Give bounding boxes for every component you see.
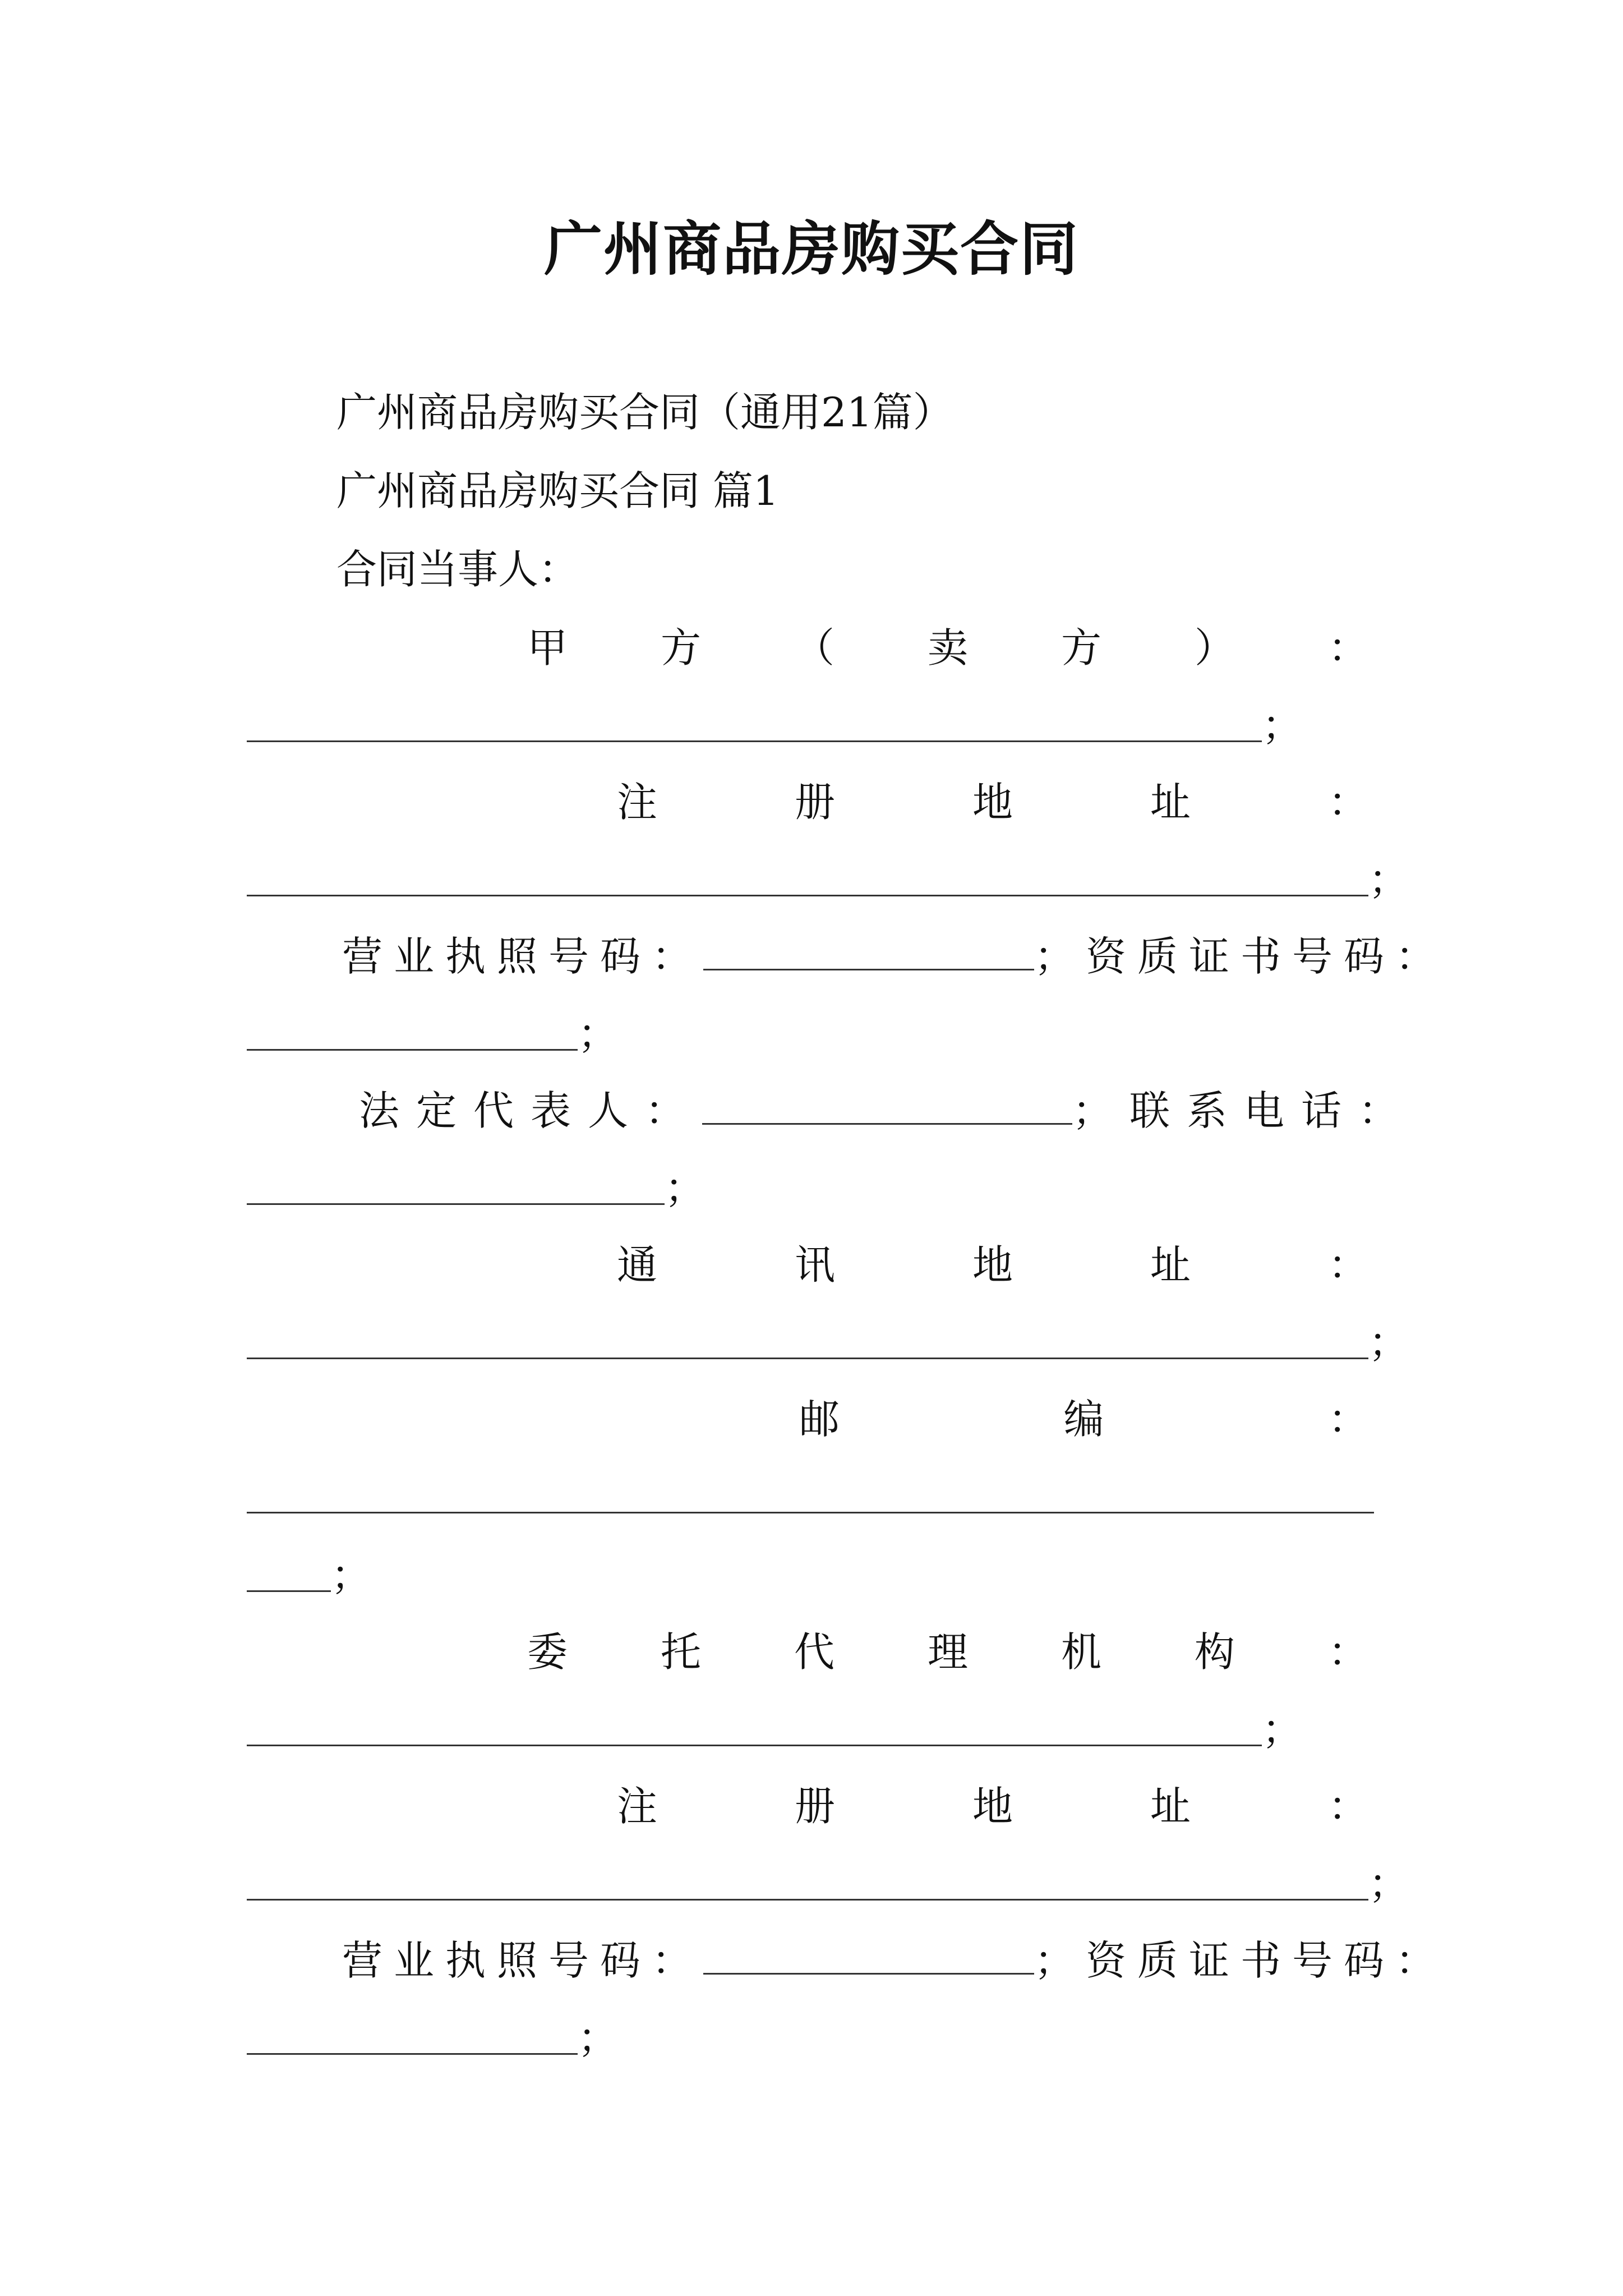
label-char: 甲 (527, 624, 568, 671)
document-title: 广州商品房购买合同 (543, 215, 1079, 283)
label-char: 注 (617, 1783, 658, 1830)
document-subtitle: 广州商品房购买合同（通用21篇） (336, 389, 953, 436)
registered-address-label (617, 777, 1368, 827)
license-label: 营业执照号码： (342, 933, 704, 980)
label-char: 理 (927, 1628, 968, 1676)
label-char: 方 (660, 624, 701, 671)
label-char: 址 (1150, 1241, 1191, 1289)
legal-rep-label: 法定代表人： (359, 1087, 703, 1134)
semicolon: ； (1262, 702, 1303, 749)
semicolon: ； (1262, 1706, 1303, 1753)
postcode-blank-line1[interactable] (247, 1512, 1374, 1513)
agency-registered-address-label (617, 1781, 1368, 1832)
label-char: 通 (617, 1241, 658, 1289)
cert-label: ；资质证书号码： (1034, 933, 1447, 980)
legal-rep-row (359, 1085, 1415, 1136)
label-char: ： (1327, 1628, 1368, 1676)
label-char: 址 (1150, 1783, 1191, 1830)
label-char: （ (794, 624, 834, 671)
seller-label (527, 623, 1368, 673)
semicolon: ； (1368, 856, 1409, 903)
cert-blank[interactable] (247, 2053, 578, 2055)
license-blank[interactable] (703, 933, 1034, 970)
semicolon: ； (665, 1165, 706, 1212)
label-char: 编 (1063, 1396, 1104, 1443)
label-char: 讯 (794, 1241, 835, 1289)
label-char: 构 (1194, 1628, 1235, 1676)
label-char: 注 (617, 779, 658, 826)
label-char: ： (1327, 779, 1368, 826)
label-char: 委 (527, 1628, 568, 1676)
label-char: 册 (794, 779, 835, 826)
label-char: ） (1194, 624, 1235, 671)
semicolon: ； (578, 2014, 619, 2062)
legal-rep-blank[interactable] (702, 1087, 1072, 1125)
label-char: 托 (660, 1628, 701, 1676)
label-char: 址 (1150, 779, 1191, 826)
license-label: 营业执照号码： (342, 1937, 704, 1984)
phone-label: ；联系电话： (1072, 1087, 1416, 1134)
cert-blank[interactable] (247, 1049, 578, 1051)
label-char: ： (1327, 1241, 1368, 1289)
label-char: 邮 (799, 1396, 840, 1443)
label-char: 地 (972, 779, 1013, 826)
label-char: ： (1327, 1396, 1368, 1443)
semicolon: ； (331, 1552, 372, 1599)
label-char: 册 (794, 1783, 835, 1830)
agency-label (527, 1627, 1368, 1677)
license-blank[interactable] (703, 1937, 1034, 1975)
license-row (342, 931, 1447, 982)
label-char: 地 (972, 1783, 1013, 1830)
agency-registered-address-blank[interactable] (247, 1899, 1368, 1901)
agency-blank[interactable] (247, 1745, 1262, 1746)
postcode-label (799, 1394, 1368, 1444)
parties-label: 合同当事人： (336, 546, 579, 593)
cert-label: ；资质证书号码： (1034, 1937, 1447, 1984)
registered-address-blank[interactable] (247, 895, 1368, 896)
semicolon: ； (1368, 1319, 1409, 1366)
agency-license-row (342, 1935, 1447, 1986)
label-char: 代 (794, 1628, 834, 1676)
semicolon: ； (578, 1010, 619, 1057)
mailing-address-blank[interactable] (247, 1358, 1368, 1359)
postcode-blank-line2[interactable] (247, 1590, 331, 1592)
mailing-address-label (617, 1240, 1368, 1290)
label-char: 方 (1061, 624, 1101, 671)
semicolon: ； (1368, 1860, 1409, 1907)
label-char: 地 (972, 1241, 1013, 1289)
seller-blank[interactable] (247, 740, 1262, 742)
phone-blank[interactable] (247, 1203, 665, 1205)
label-char: 卖 (927, 624, 968, 671)
label-char: ： (1327, 624, 1368, 671)
chapter-heading: 广州商品房购买合同 篇1 (336, 467, 779, 514)
label-char: ： (1327, 1783, 1368, 1830)
label-char: 机 (1061, 1628, 1101, 1676)
